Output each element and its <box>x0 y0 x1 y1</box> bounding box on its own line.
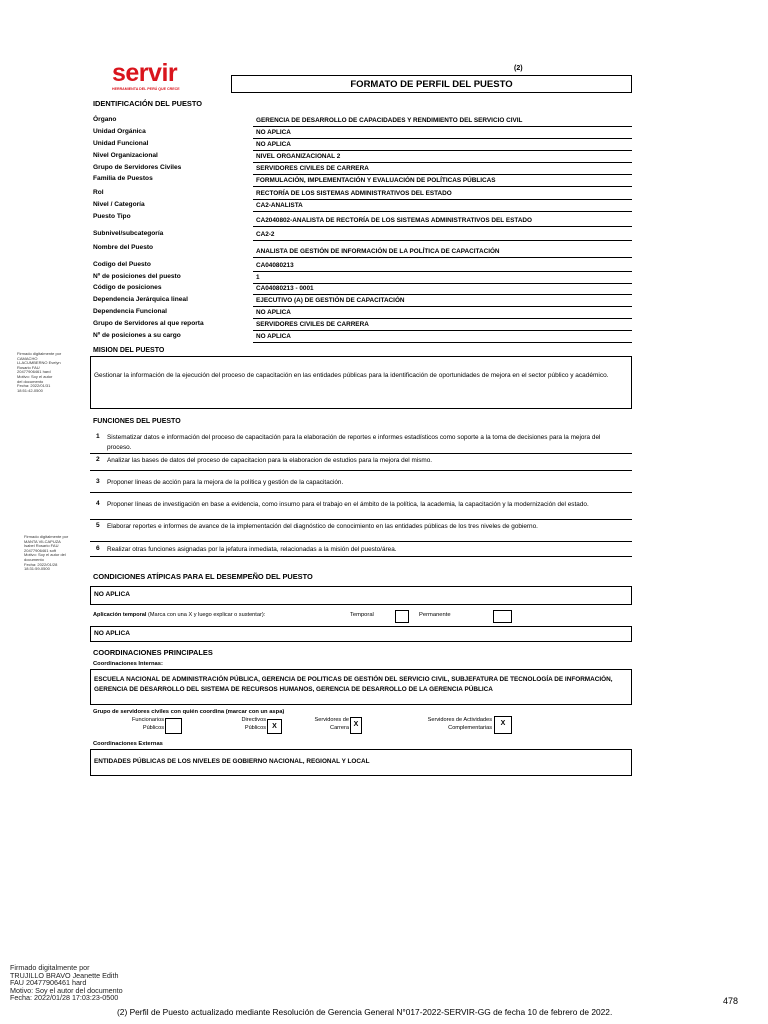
funcion-text: Analizar las bases de datos del proceso de capacitacion para la elaboracion de estudios para la mejora del mismo. <box>107 457 433 464</box>
funcion-number: 4 <box>96 500 100 507</box>
funcionarios-checkbox[interactable] <box>165 718 182 734</box>
temporal-value: NO APLICA <box>94 630 131 637</box>
field-value: NO APLICA <box>256 141 291 148</box>
servir-logo <box>112 61 204 95</box>
field-label: Código de posiciones <box>93 284 162 291</box>
externas-text: ENTIDADES PÚBLICAS DE LOS NIVELES DE GOBIERNO NACIONAL, REGIONAL Y LOCAL <box>94 758 370 765</box>
aplicacion-temporal-bold: Aplicación temporal <box>93 612 147 618</box>
field-value: CA2040802-ANALISTA DE RECTORÍA DE LOS SISTEMAS ADMINISTRATIVOS DEL ESTADO <box>256 217 533 224</box>
field-underline <box>253 126 632 127</box>
field-underline <box>253 294 632 295</box>
field-label: Unidad Funcional <box>93 140 149 147</box>
field-underline <box>253 342 632 343</box>
field-value: ANALISTA DE GESTIÓN DE INFORMACIÓN DE LA POLÍTICA DE CAPACITACIÓN <box>256 248 500 255</box>
field-label: Nivel Organizacional <box>93 152 158 159</box>
funcion-underline <box>90 470 632 471</box>
coordinaciones-heading: COORDINACIONES PRINCIPALES <box>93 648 213 657</box>
grupo-funcionarios-l2: Públicos <box>142 725 164 731</box>
page-title: FORMATO DE PERFIL DEL PUESTO <box>350 79 513 90</box>
internas-box <box>90 669 632 705</box>
funciones-heading: FUNCIONES DEL PUESTO <box>93 418 181 425</box>
field-label: Nombre del Puesto <box>93 244 154 251</box>
field-label: Rol <box>93 189 104 196</box>
opt-temporal-label: Temporal <box>350 612 374 618</box>
field-label: Puesto Tipo <box>93 213 131 220</box>
identificacion-heading: IDENTIFICACIÓN DEL PUESTO <box>93 99 202 108</box>
page-number: 478 <box>723 996 739 1006</box>
field-value: CA2-2 <box>256 231 275 238</box>
condiciones-box <box>90 586 632 605</box>
field-underline <box>253 162 632 163</box>
funcion-underline <box>90 519 632 520</box>
field-value: NO APLICA <box>256 333 291 340</box>
carrera-checkbox[interactable]: X <box>350 717 362 734</box>
funcion-underline <box>90 556 632 557</box>
field-underline <box>253 257 632 258</box>
internas-label: Coordinaciones Internas: <box>93 661 163 667</box>
funcion-underline <box>90 541 632 542</box>
grupo-funcionarios-l1: Funcionarios <box>131 717 164 723</box>
field-label: Subnivel/subcategoría <box>93 230 164 237</box>
field-value: EJECUTIVO (A) DE GESTIÓN DE CAPACITACIÓN <box>256 297 405 304</box>
field-label: Dependencia Funcional <box>93 308 168 315</box>
logo-wordmark: servir <box>112 59 178 87</box>
internas-text: ESCUELA NACIONAL DE ADMINISTRACIÓN PÚBLICA, GERENCIA DE POLITICAS DE GESTIÓN DEL SERVICIO CIVIL, SUBJEFATURA DE TECNOLOGÍA DE INFORMACIÓN, GERENCIA DE DESARROLLO DEL SISTEMA DE RECURSOS HUMANOS, GERENCIA DE DESARROLLO DE LA GERENCIA PÚBLICA <box>94 676 613 693</box>
condiciones-value: NO APLICA <box>94 591 131 598</box>
field-underline <box>253 211 632 212</box>
grupo-complementarias-l1: Servidores de Actividades <box>427 717 492 723</box>
field-underline <box>253 226 632 227</box>
grupo-complementarias-l2: Complementarias <box>448 725 492 731</box>
externas-box <box>90 749 632 776</box>
field-label: Grupo de Servidores Civiles <box>93 164 182 171</box>
field-value: 1 <box>256 274 260 281</box>
aplicacion-temporal-rest: (Marca con una X y luego explicar o sustentar): <box>146 612 266 618</box>
permanente-checkbox[interactable] <box>493 610 512 623</box>
field-underline <box>253 283 632 284</box>
grupo-carrera-l1: Servidores de <box>314 717 349 723</box>
field-underline <box>253 306 632 307</box>
field-underline <box>253 174 632 175</box>
grupo-label: Grupo de servidores civiles con quién coordina (marcar con un aspa) <box>93 709 285 715</box>
field-label: Familia de Puestos <box>93 175 153 182</box>
funcion-text: Proponer lineas de acción para la mejora de la política y gestión de la capacitación. <box>107 479 344 486</box>
field-label: Nº de posiciones del puesto <box>93 273 181 280</box>
funcion-number: 1 <box>96 433 100 440</box>
mision-heading: MISION DEL PUESTO <box>93 347 165 354</box>
field-value: NIVEL ORGANIZACIONAL 2 <box>256 153 341 160</box>
field-underline <box>253 330 632 331</box>
form-number: (2) <box>514 65 523 72</box>
field-value: CA2-ANALISTA <box>256 202 303 209</box>
footer-note: (2) Perfil de Puesto actualizado mediante Resolución de Gerencia General N°017-2022-SERVIR-GG de fecha 10 de febrero de 2022. <box>117 1007 613 1017</box>
field-underline <box>253 199 632 200</box>
funcion-text: Proponer líneas de investigación en base a evidencia, como insumo para el trabajo en el ámbito de la política, la academia, la capacitación y la modernización del estado. <box>107 501 589 508</box>
externas-label: Coordinaciones Externas <box>93 741 163 747</box>
field-label: Nº de posiciones a su cargo <box>93 332 181 339</box>
field-underline <box>253 240 632 241</box>
field-value: GERENCIA DE DESARROLLO DE CAPACIDADES Y RENDIMIENTO DEL SERVICIO CIVIL <box>256 117 523 124</box>
funcion-underline <box>90 492 632 493</box>
funcion-number: 5 <box>96 522 100 529</box>
grupo-carrera-l2: Carrera <box>330 725 349 731</box>
field-value: CA04080213 <box>256 262 294 269</box>
signature-stamp-3: Firmado digitalmente por TRUJILLO BRAVO Jeanette Edith FAU 20477906461 hard Motivo: Soy el autor del documento Fecha: 2022/01/28 17:03:23-0500 <box>10 963 123 1003</box>
funcion-text: Realizar otras funciones asignadas por la jefatura inmediata, relacionadas a la misión del puesto/área. <box>107 546 397 553</box>
directivos-checkbox[interactable]: X <box>267 719 282 734</box>
logo-tagline: HERRAMIENTA DEL PERÚ QUE CRECE <box>112 87 180 91</box>
temporal-value-box <box>90 626 632 642</box>
field-label: Unidad Orgánica <box>93 128 146 135</box>
field-underline <box>253 150 632 151</box>
funcion-text: Elaborar reportes e informes de avance de la implementación del diagnóstico de conocimiento en las entidades públicas de los tres niveles de gobierno. <box>107 523 538 530</box>
mision-text: Gestionar la información de la ejecución del proceso de capacitación en las entidades públicas para la identificación de oportunidades de mejora en el sector público y académico. <box>94 372 609 379</box>
title-box <box>231 75 632 93</box>
field-underline <box>253 186 632 187</box>
field-value: NO APLICA <box>256 309 291 316</box>
complementarias-checkbox[interactable]: X <box>494 716 512 734</box>
temporal-checkbox[interactable] <box>395 610 409 623</box>
field-underline <box>253 138 632 139</box>
field-underline <box>253 318 632 319</box>
funcion-text: Sistematizar datos e información del proceso de capacitación para la elaboración de reportes e informes estadísticos como soporte a la toma de decisiones para la mejora del proceso. <box>107 434 601 451</box>
condiciones-heading: CONDICIONES ATÍPICAS PARA EL DESEMPEÑO DEL PUESTO <box>93 572 313 581</box>
grupo-directivos-l2: Públicos <box>244 725 266 731</box>
field-label: Dependencia Jerárquica lineal <box>93 296 188 303</box>
mision-box <box>90 356 632 409</box>
funcion-number: 6 <box>96 545 100 552</box>
field-value: RECTORÍA DE LOS SISTEMAS ADMINISTRATIVOS DEL ESTADO <box>256 190 452 197</box>
signature-stamp-1: Firmado digitalmente por CAMACHO LLACUMBERNO Evelyn Rosario FAU 20477906461 hard Motivo: Soy el autor del documento Fecha: 2022/01/31 18:51:42-0500 <box>17 351 62 393</box>
field-value: SERVIDORES CIVILES DE CARRERA <box>256 165 369 172</box>
funcion-number: 3 <box>96 478 100 485</box>
field-label: Codigo del Puesto <box>93 261 151 268</box>
signature-stamp-2: Firmado digitalmente por MANTA VILCAPUZA Isabel Rosario FAU 20477906461 soft Motivo: Soy el autor del documento Fecha: 2022/01/28 18:31:59-0500 <box>24 534 69 572</box>
field-label: Órgano <box>93 116 117 123</box>
field-value: FORMULACIÓN, IMPLEMENTACIÓN Y EVALUACIÓN DE POLÍTICAS PÚBLICAS <box>256 177 496 184</box>
field-value: NO APLICA <box>256 129 291 136</box>
field-underline <box>253 271 632 272</box>
field-value: CA04080213 - 0001 <box>256 285 314 292</box>
field-value: SERVIDORES CIVILES DE CARRERA <box>256 321 369 328</box>
opt-permanente-label: Permanente <box>419 612 451 618</box>
field-label: Nivel / Categoría <box>93 201 145 208</box>
field-label: Grupo de Servidores al que reporta <box>93 320 204 327</box>
funcion-number: 2 <box>96 456 100 463</box>
aplicacion-temporal-label <box>93 612 265 618</box>
grupo-directivos-l1: Directivos <box>241 717 266 723</box>
funcion-underline <box>90 453 632 454</box>
